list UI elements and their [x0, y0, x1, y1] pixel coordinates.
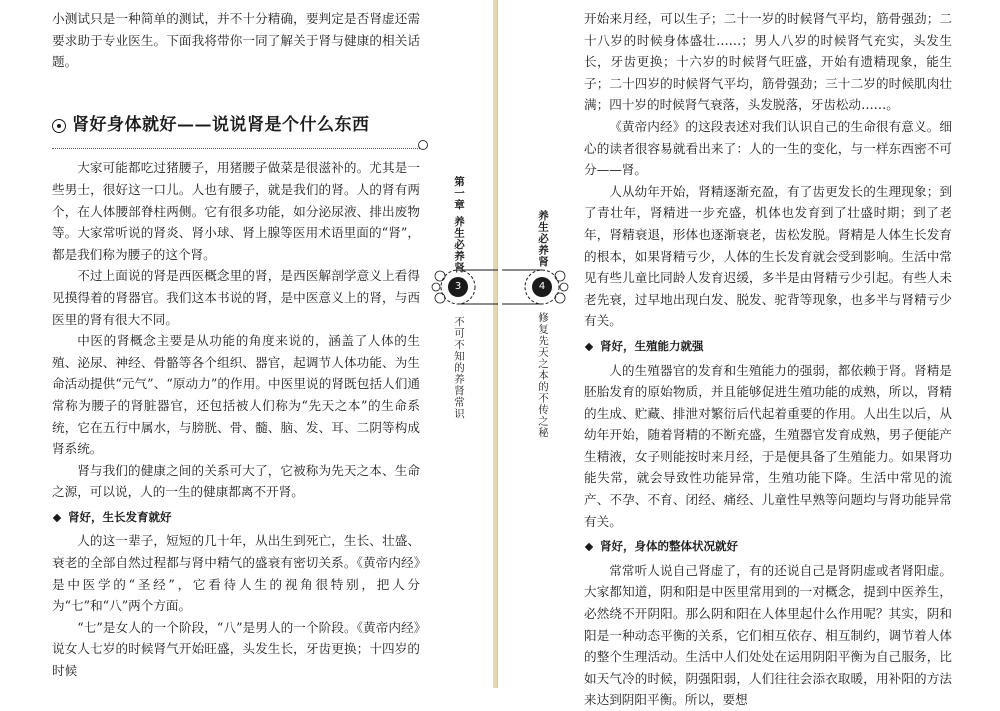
subheading: [584, 336, 952, 358]
diamond-bullet-icon: [53, 513, 61, 521]
rule-end-circle-icon: [418, 140, 428, 150]
left-book-title: 养生必养肾: [453, 216, 465, 274]
body-paragraph: 中医的肾概念主要是从功能的角度来说的，涵盖了人体的生殖、泌尿、神经、骨骼等各个组织、器官，起调节人体功能、为生命活动提供“元气”、“原动力”的作用。中医里说的肾既包括人们通常称为腰子的肾脏器官，还包括被人们称为“先天之本”的生命系统，它在五行中属水，与膀胱、骨、髓、脑、发、耳、二阴等构成肾系统。: [52, 333, 420, 457]
right-book-title: 养生必养肾: [537, 210, 549, 268]
right-page: [584, 8, 952, 711]
left-page: [52, 8, 420, 682]
subheading: [52, 507, 420, 529]
body-paragraph: 肾与我们的健康之间的关系可大了，它被称为先天之本、生命之源，可以说，人的一生的健康都离不开肾。: [52, 462, 420, 500]
left-chapter-label: 第一章: [453, 176, 465, 211]
body-paragraph: 人的生殖器官的发育和生殖能力的强弱，都依赖于肾。肾精是胚胎发育的原始物质，并且能够促进生殖功能的成熟，所以，肾精的生成、贮藏、排泄对繁衍后代起着重要的作用。人出生以后，从幼年开始，随着肾精的不断充盛，生殖器官发育成熟，男子便能产生精液，女子则能按时来月经，于是便具备了生殖能力。如果肾功能失常，就会导致性功能异常，生殖功能下降。生活中常见的流产、不孕、不育、闭经、痛经、儿童性早熟等问题均与肾功能异常有关。: [584, 362, 952, 529]
left-page-number: 3: [448, 277, 468, 297]
intro-paragraph: 小测试只是一种简单的测试，并不十分精确，要判定是否肾虚还需要求助于专业医生。下面我将带你一同了解关于肾与健康的相关话题。: [52, 11, 420, 70]
gutter-fold-line: [497, 0, 498, 688]
right-chapter-title: 修复先天之本的不传之秘: [537, 312, 549, 439]
body-paragraph: 《黄帝内经》的这段表述对我们认识自己的生命很有意义。细心的读者很容易就看出来了：人的一生的变化，与一样东西密不可分——肾。: [584, 118, 952, 178]
body-paragraph: 人的这一辈子，短短的几十年，从出生到死亡，生长、壮盛、衰老的全部自然过程都与肾中精气的盛衰有密切关系。《黄帝内经》是中医学的“圣经”，它看待人生的视角很特别，把人分为“七”和“八”两个方面。: [52, 533, 420, 614]
diamond-bullet-icon: [585, 543, 593, 551]
title-dotted-rule: [52, 138, 420, 149]
subheading-text: 肾好，生殖能力就强: [600, 338, 704, 353]
body-paragraph: 开始来月经，可以生子；二十一岁的时候肾气平均，筋骨强劲；二十八岁的时候身体盛壮……；男人八岁的时候肾气充实，头发生长，牙齿更换；十六岁的时候肾气旺盛，开始有遗精现象，能生子；二十四岁的时候肾气平均，筋骨强劲；三十二岁的时候肌肉壮满；四十岁的时候肾气衰落，头发脱落，牙齿松动……。: [584, 11, 952, 113]
circle-bullet-icon: [52, 119, 66, 133]
subheading-text: 肾好，生长发育就好: [68, 509, 172, 524]
body-paragraph: 常常听人说自己肾虚了，有的还说自己是肾阴虚或者肾阳虚。大家都知道，阴和阳是中医里常用到的一对概念，提到中医养生，必然绕不开阴阳。那么阴和阳在人体里起什么作用呢？其实，阴和阳是一种动态平衡的关系，它们相互依存、相互制约，调节着人体的整个生理活动。生活中人们处处在运用阴阳平衡为自己服务，比如天气冷的时候，阴强阳弱，人们往往会添衣取暖，用补阳的方法来达到阴阳平衡。所以，要想: [584, 562, 952, 708]
right-page-number: 4: [532, 277, 552, 297]
section-title-text: 肾好身体就好——说说肾是个什么东西: [72, 114, 370, 135]
subheading: [584, 536, 952, 558]
body-paragraph: “七”是女人的一个阶段，“八”是男人的一个阶段。《黄帝内经》说女人七岁的时候肾气开始旺盛，头发生长，牙齿更换；十四岁的时候: [52, 619, 420, 679]
subheading-text: 肾好，身体的整体状况就好: [600, 539, 738, 554]
body-paragraph: 不过上面说的肾是西医概念里的肾，是西医解剖学意义上看得见摸得着的肾器官。我们这本书说的肾，是中医意义上的肾，与西医里的肾有很大不同。: [52, 268, 420, 327]
diamond-bullet-icon: [585, 342, 593, 350]
body-paragraph: 人从幼年开始，肾精逐渐充盈，有了齿更发长的生理现象；到了青壮年，肾精进一步充盛，机体也发育到了壮盛时期；到了老年，肾精衰退，形体也逐渐衰老，齿松发脱。肾精是人体生长发育的根本，如果肾精亏少，人体的生长发育就会受到影响。生活中常见有些儿童比同龄人发育迟缓，多半是由肾精亏少引起。有些人未老先衰，过早地出现白发、脱发、驼背等现象，也多半与肾精亏少有关。: [584, 183, 952, 329]
left-chapter-title: 不可不知的养肾常识: [453, 316, 465, 420]
body-paragraph: 大家可能都吃过猪腰子，用猪腰子做菜是很滋补的。尤其是一些男士，很好这一口儿。人也有腰子，就是我们的肾。人的肾有两个，在人体腰部脊柱两侧。它有很多功能，如分泌尿液、排出废物等。大家常听说的肾炎、肾小球、肾上腺等医用术语里面的“肾”，都是我们称为腰子的这个肾。: [52, 160, 420, 262]
section-title: [52, 115, 420, 137]
